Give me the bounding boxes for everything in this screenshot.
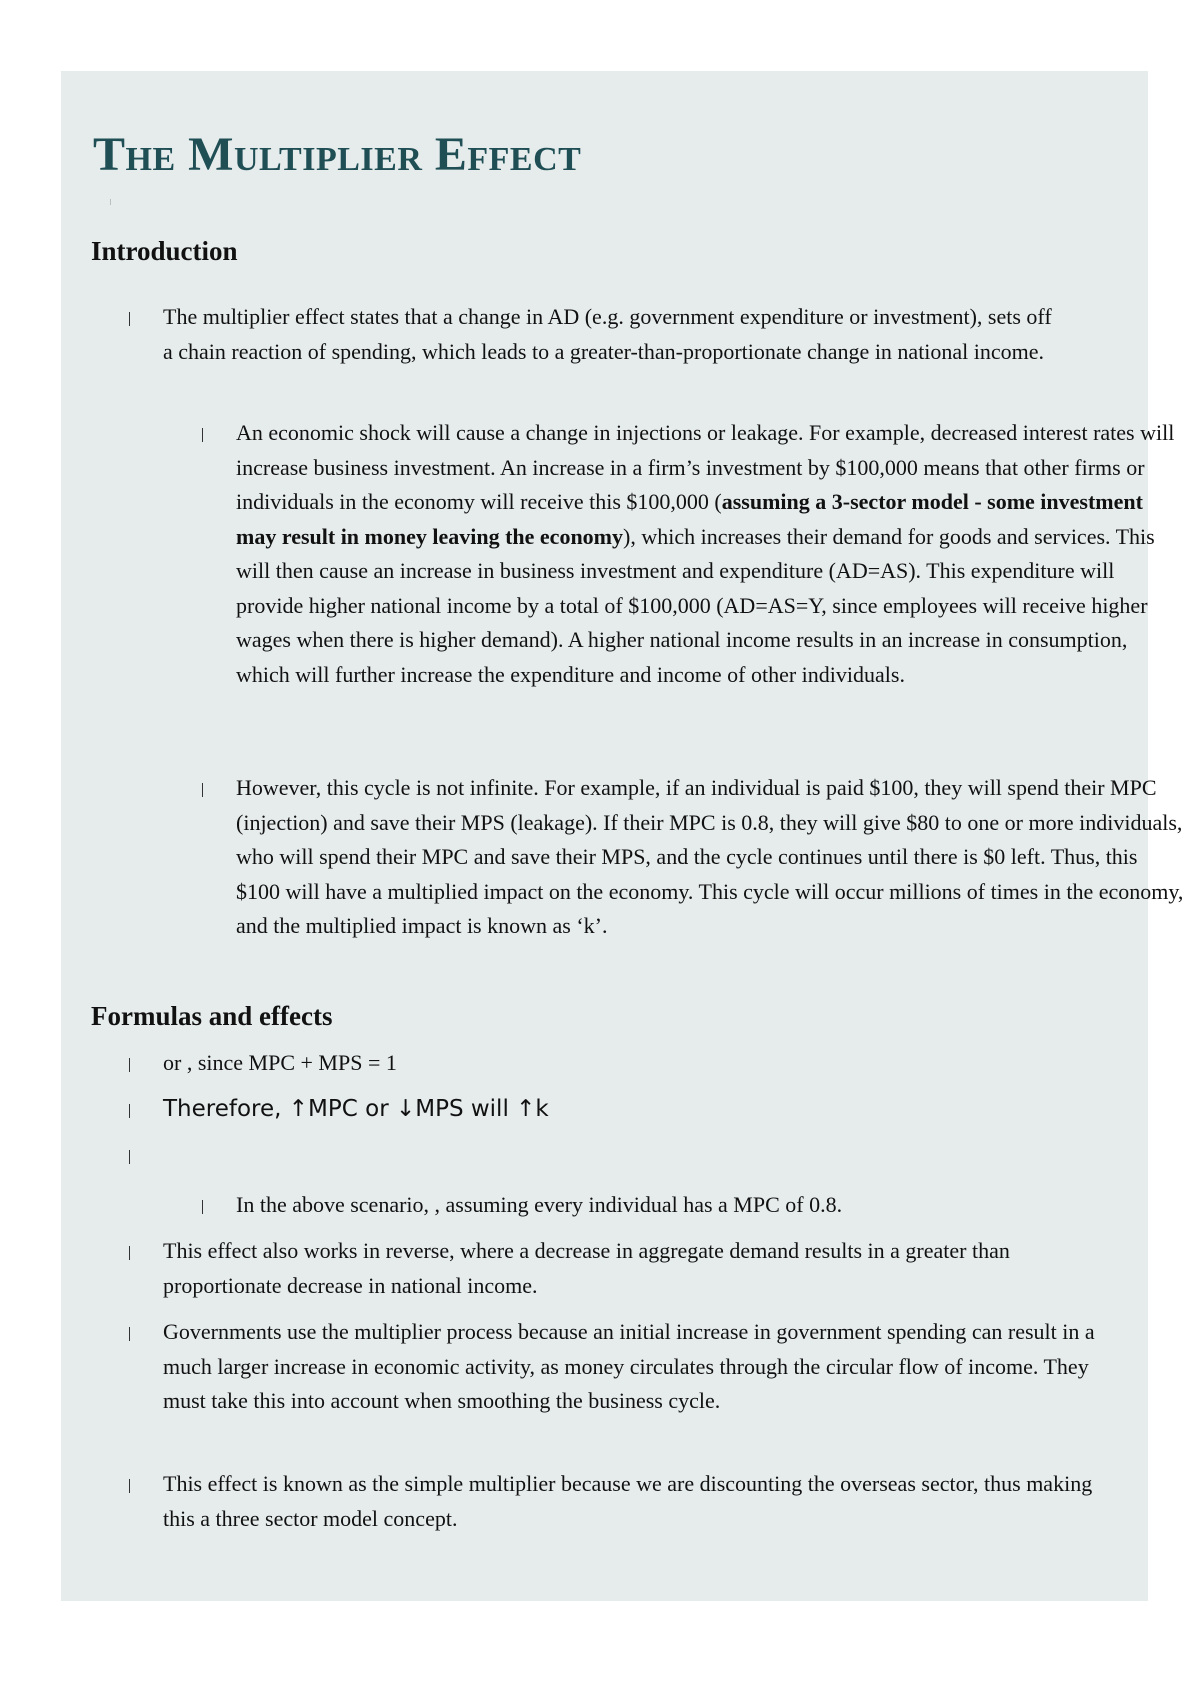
bold-note: assuming a 3-sector model - some investment may result in money leaving the economy xyxy=(236,489,1143,549)
bullet-icon xyxy=(129,1104,130,1118)
paragraph-text: This effect also works in reverse, where a decrease in aggregate demand results in a greater than proportionate decrease in national income. xyxy=(163,1238,1010,1298)
bullet-icon xyxy=(202,1200,203,1214)
list-item xyxy=(163,1092,1063,1127)
section-heading-formulas: Formulas and effects xyxy=(91,1001,333,1031)
paragraph-text: In the above scenario, , assuming every individual has a MPC of 0.8. xyxy=(236,1192,843,1217)
list-item xyxy=(236,771,1186,944)
list-item xyxy=(236,416,1186,692)
bullet-icon xyxy=(202,428,203,442)
page-title: The Multiplier Effect xyxy=(93,128,582,181)
formula-text: or , since MPC + MPS = 1 xyxy=(163,1050,397,1075)
document-page xyxy=(61,71,1184,1601)
list-item xyxy=(163,1234,1123,1303)
list-item xyxy=(163,1138,1063,1172)
paragraph-text: ), which increases their demand for goods and services. This will then cause an increase in business investment and expenditure (AD=AS). This expenditure will provide higher national income by a total of $100,000 (AD=AS=Y, since employees will receive higher wages when there is higher demand). A higher national income results in an increase in consumption, which will further increase the expenditure and income of other individuals. xyxy=(236,523,1155,687)
bullet-icon xyxy=(129,1479,130,1493)
bullet-icon xyxy=(129,1058,130,1072)
formula-text: Therefore, ↑MPC or ↓MPS will ↑k xyxy=(163,1096,549,1122)
paragraph-text: The multiplier effect states that a change in AD (e.g. government expenditure or investment), sets off a chain reaction of spending, which leads to a greater-than-proportionate change in national income. xyxy=(163,304,1052,364)
bullet-icon xyxy=(129,1327,130,1341)
list-item xyxy=(236,1188,1136,1223)
paragraph-text: This effect is known as the simple multiplier because we are discounting the overseas sector, thus making this a three sector model concept. xyxy=(163,1471,1093,1531)
paragraph-text: An economic shock will cause a change in injections or leakage. For example, decreased interest rates will increase business investment. An increase in a firm’s investment by $100,000 means that other firms or individuals in the economy will receive this $100,000 ( xyxy=(236,420,1175,514)
paragraph-text: However, this cycle is not infinite. For example, if an individual is paid $100, they will spend their MPC (injection) and save their MPS (leakage). If their MPC is 0.8, they will give $80 to one or more individuals, who will spend their MPC and save their MPS, and the cycle continues until there is $0 left. Thus, this $100 will have a multiplied impact on the economy. This cycle will occur millions of times in the economy, and the multiplied impact is known as ‘k’. xyxy=(236,775,1184,938)
paragraph-text: Governments use the multiplier process because an initial increase in government spending can result in a much larger increase in economic activity, as money circulates through the circular flow of income. They must take this into account when smoothing the business cycle. xyxy=(163,1319,1095,1413)
section-heading-introduction: Introduction xyxy=(91,236,238,266)
bullet-icon xyxy=(202,783,203,797)
bullet-icon xyxy=(129,1246,130,1260)
list-item xyxy=(163,1467,1123,1536)
list-item xyxy=(163,1315,1123,1419)
list-item xyxy=(163,300,1063,369)
bullet-icon xyxy=(129,312,130,326)
decorative-mark xyxy=(110,199,111,205)
bullet-icon xyxy=(129,1150,130,1164)
list-item xyxy=(163,1046,1063,1081)
